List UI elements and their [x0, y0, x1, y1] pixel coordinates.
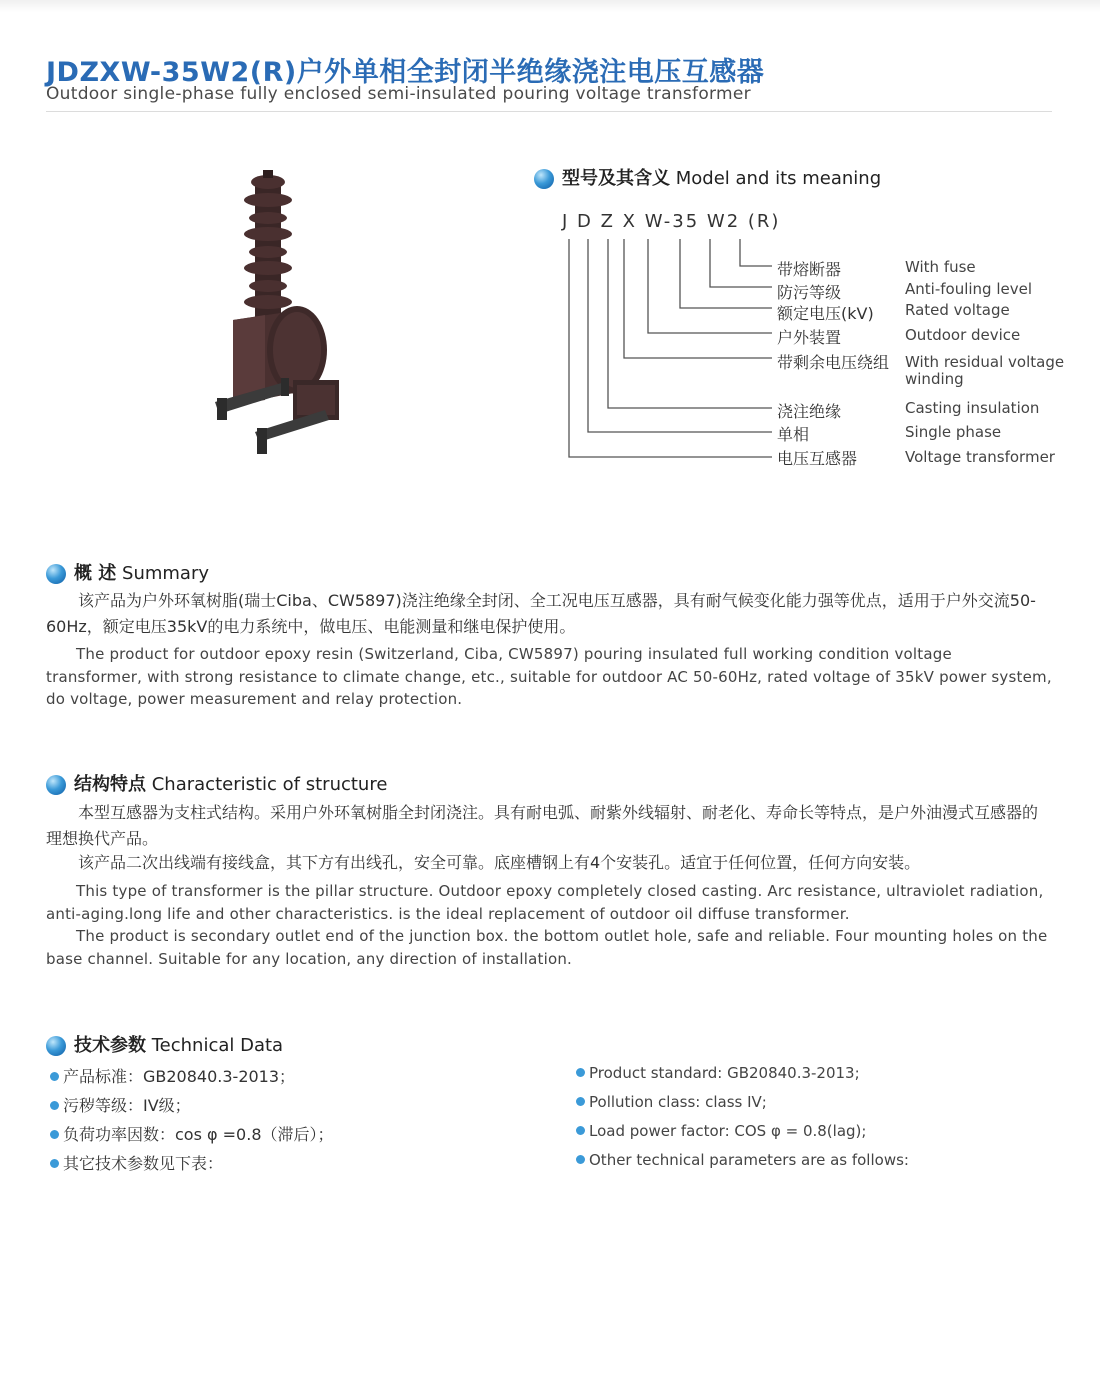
model-row-en: Casting insulation: [905, 399, 1040, 417]
structure-zh-paragraph-2: 该产品二次出线端有接线盒，其下方有出线孔，安全可靠。底座槽钢上有4个安装孔。适宜于任何位置，任何方向安装。: [78, 853, 921, 872]
model-row-en: winding: [905, 370, 964, 388]
bullet-dot-icon: [576, 1126, 585, 1135]
bullet-dot-icon: [576, 1155, 585, 1164]
bullet-icon: [534, 169, 554, 189]
page-title: JDZXW-35W2(R)户外单相全封闭半绝缘浇注电压互感器: [46, 57, 765, 88]
technical-heading: 技术参数 Technical Data: [46, 1031, 283, 1057]
model-row-en: Voltage transformer: [905, 448, 1055, 466]
model-row-zh: 带熔断器: [777, 260, 842, 279]
page-subtitle: Outdoor single-phase fully enclosed semi-insulated pouring voltage transformer: [46, 84, 751, 104]
header-divider: [46, 111, 1052, 112]
tech-item-zh: 其它技术参数见下表：: [50, 1151, 223, 1174]
tech-item-zh: 污秽等级：IV级；: [50, 1093, 191, 1116]
model-row-en: Anti-fouling level: [905, 280, 1032, 298]
model-row-zh: 防污等级: [777, 283, 842, 302]
model-row-zh: 户外装置: [777, 328, 842, 347]
model-row-en: With fuse: [905, 258, 976, 276]
structure-en-paragraph-1: This type of transformer is the pillar structure. Outdoor epoxy completely closed casting. Arc resistance, ultraviolet radiation, anti-aging.long life and other characteristics. is the ideal replacement of outdoor oil diffuse transformer.: [46, 882, 1044, 923]
tech-item-zh: 负荷功率因数：cos φ =0.8（滞后）；: [50, 1122, 334, 1145]
bullet-dot-icon: [50, 1072, 59, 1081]
model-row-zh: 单相: [777, 425, 810, 444]
structure-zh-paragraph-1: 本型互感器为支柱式结构。采用户外环氧树脂全封闭浇注。具有耐电弧、耐紫外线辐射、耐老化、寿命长等特点，是户外油漫式互感器的理想换代产品。: [46, 803, 1039, 848]
bullet-dot-icon: [50, 1159, 59, 1168]
summary-zh-paragraph: 该产品为户外环氧树脂(瑞士Ciba、CW5897)浇注绝缘全封闭、全工况电压互感器，具有耐气候变化能力强等优点，适用于户外交流50-60Hz，额定电压35kV的电力系统中，做电压、电能测量和继电保护使用。: [46, 591, 1036, 636]
bullet-dot-icon: [50, 1101, 59, 1110]
model-heading: 型号及其含义 Model and its meaning: [534, 164, 881, 190]
model-row-zh: 带剩余电压绕组: [777, 353, 890, 372]
model-row-zh: 电压互感器: [777, 449, 858, 468]
model-row-en: Rated voltage: [905, 301, 1010, 319]
bullet-icon: [46, 1036, 66, 1056]
model-row-en: Outdoor device: [905, 326, 1021, 344]
structure-en-paragraph-2: The product is secondary outlet end of the junction box. the bottom outlet hole, safe and reliable. Four mounting holes on the base channel. Suitable for any location, any direction of installation.: [46, 927, 1048, 968]
bullet-dot-icon: [50, 1130, 59, 1139]
structure-heading: 结构特点 Characteristic of structure: [46, 770, 387, 796]
bullet-icon: [46, 564, 66, 584]
tech-item-en: Product standard: GB20840.3-2013;: [576, 1064, 860, 1082]
model-row-en: Single phase: [905, 423, 1002, 441]
model-row-zh: 额定电压(kV): [777, 304, 874, 323]
voltage-transformer-image: [205, 170, 355, 460]
summary-en-paragraph: The product for outdoor epoxy resin (Switzerland, Ciba, CW5897) pouring insulated full working condition voltage transformer, with strong resistance to climate change, etc., suitable for outdoor AC 50-60Hz, rated voltage of 35kV power system, do voltage, power measurement and relay protection.: [46, 645, 1052, 708]
model-row-en: With residual voltage: [905, 353, 1065, 371]
model-row-zh: 浇注绝缘: [777, 402, 842, 421]
model-breakdown-lines: [560, 236, 780, 468]
bullet-icon: [46, 775, 66, 795]
tech-item-en: Other technical parameters are as follows:: [576, 1151, 909, 1169]
top-shadow: [0, 0, 1100, 12]
bullet-dot-icon: [576, 1097, 585, 1106]
summary-heading: 概 述 Summary: [46, 559, 209, 585]
tech-item-en: Load power factor: COS φ = 0.8(lag);: [576, 1122, 866, 1140]
tech-item-zh: 产品标准：GB20840.3-2013；: [50, 1064, 295, 1087]
bullet-dot-icon: [576, 1068, 585, 1077]
model-code: J D Z X W-35 W2 (R): [562, 211, 781, 232]
tech-item-en: Pollution class: class IV;: [576, 1093, 767, 1111]
